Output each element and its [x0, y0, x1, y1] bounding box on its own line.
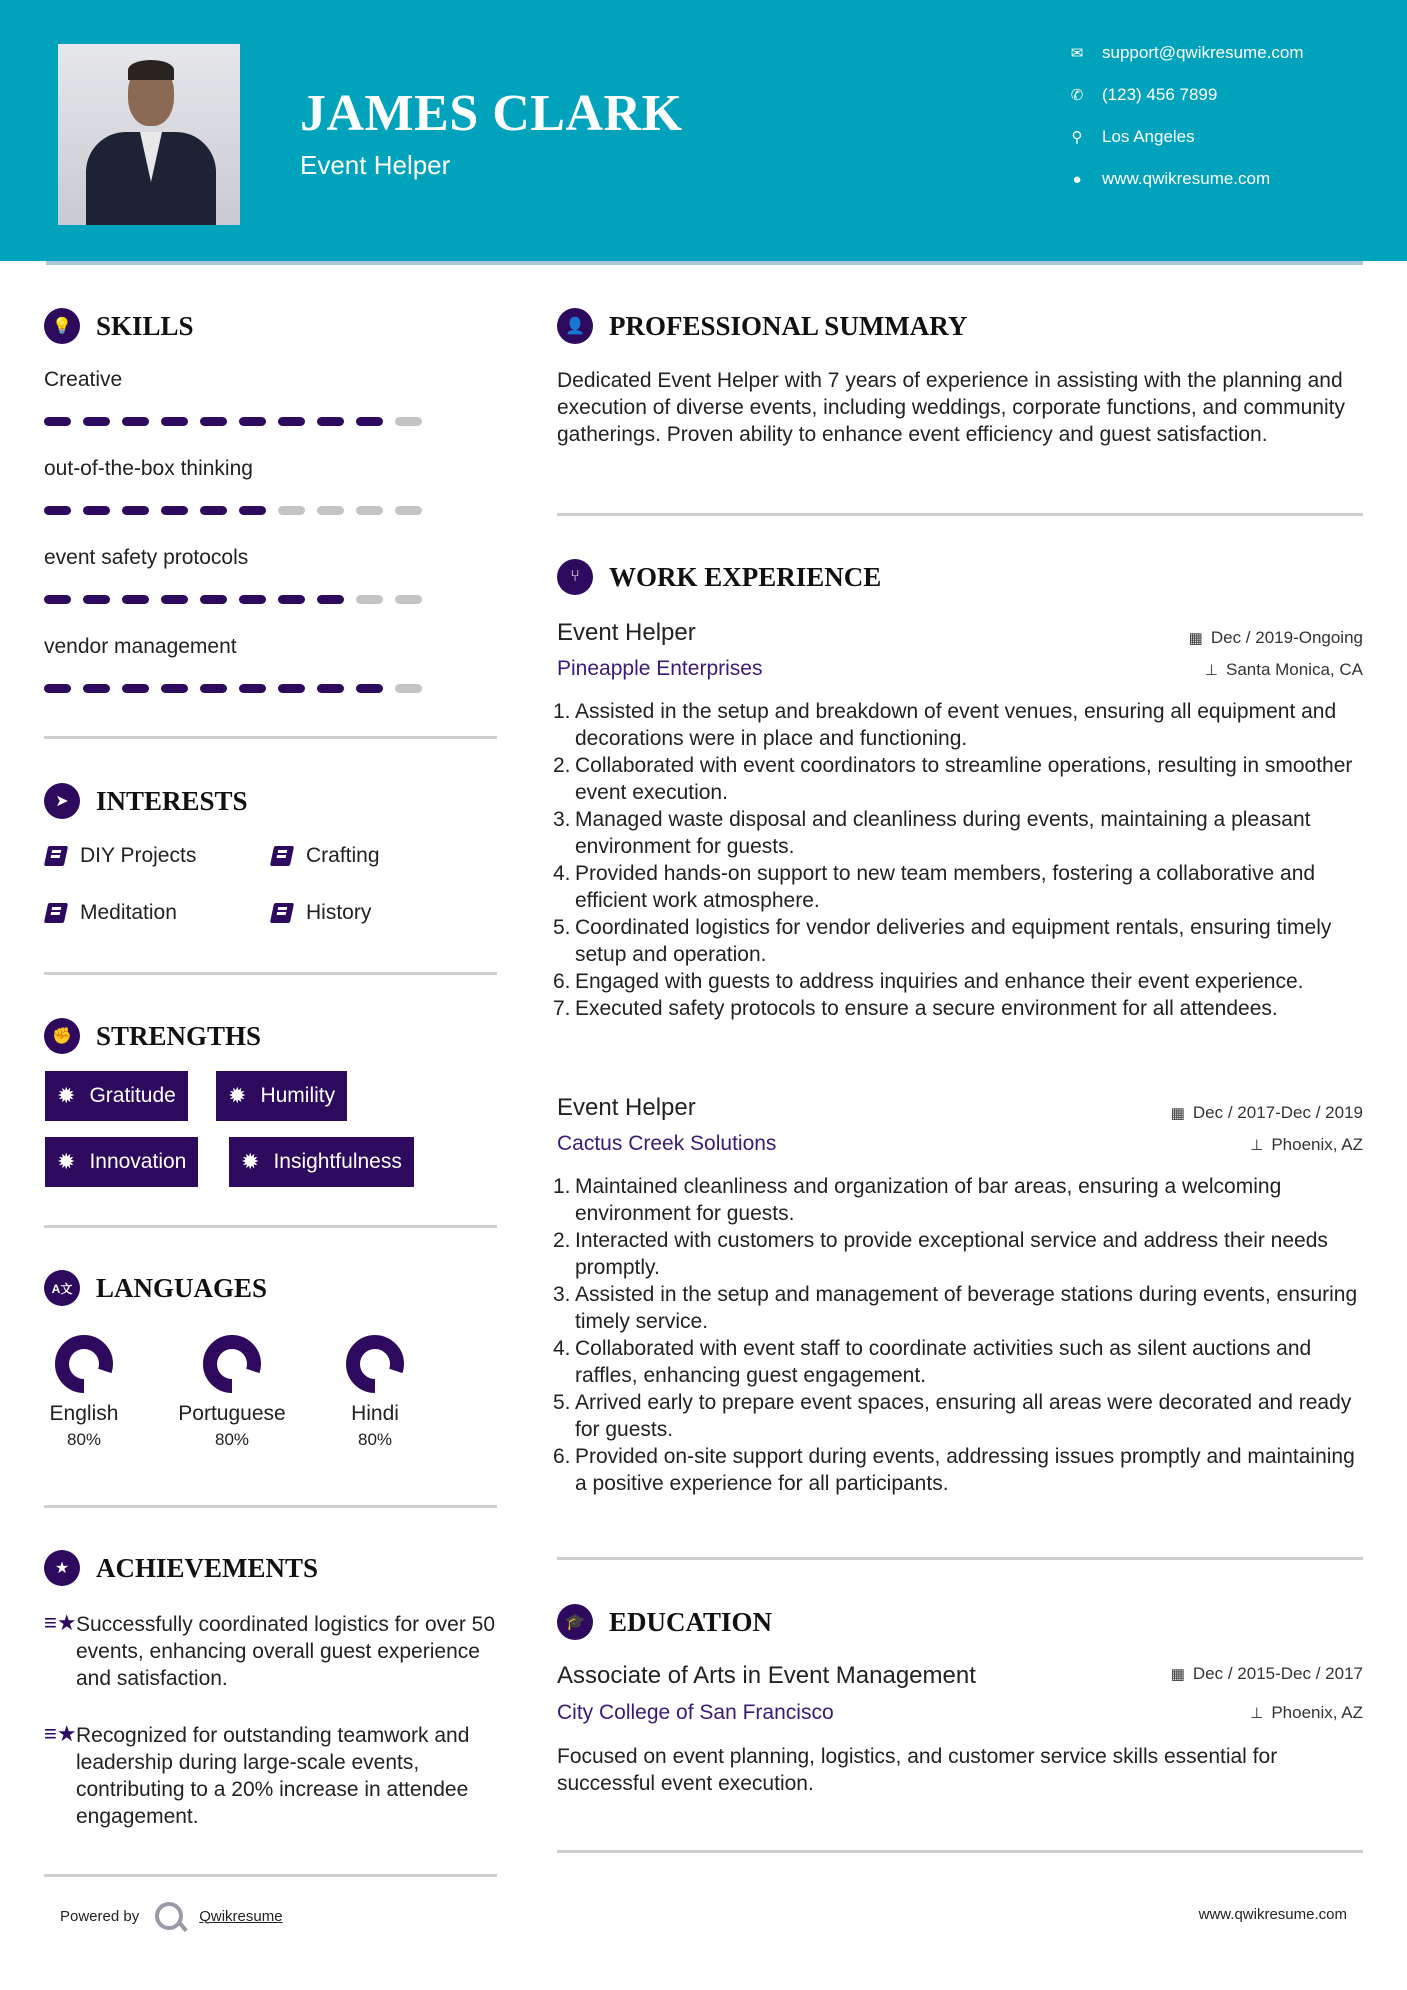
job-bullet [553, 752, 1367, 806]
job-bullets [553, 1173, 1367, 1497]
bullet-number: 1. [553, 1175, 571, 1198]
language-name: Portuguese [178, 1402, 286, 1425]
skill-dash [83, 684, 110, 693]
language-donut [345, 1334, 405, 1394]
job-bullet [553, 806, 1367, 860]
skill-dash [44, 595, 71, 604]
strength-badge: ✹ Gratitude [45, 1071, 188, 1121]
bullet-text: Provided hands-on support to new team members, fostering a collaborative and efficient work atmosphere. [575, 862, 1316, 912]
bullet-number: 6. [553, 1445, 571, 1468]
book-icon [270, 903, 294, 923]
divider [557, 513, 1363, 516]
skill-dash [356, 417, 383, 426]
language-icon: A文 [44, 1270, 80, 1306]
book-icon [44, 903, 68, 923]
shooting-star-icon: ≡★ [44, 1610, 77, 1635]
bullet-number: 5. [553, 1391, 571, 1414]
job-date: ▦ Dec / 2019-Ongoing [1188, 628, 1363, 647]
skill-dash [44, 417, 71, 426]
skill-dash [395, 595, 422, 604]
skill-label: vendor management [44, 635, 237, 658]
interests-heading: ➤ INTERESTS [44, 783, 248, 819]
contact-location: ⚲ Los Angeles [1066, 127, 1195, 147]
job-bullet [553, 1227, 1367, 1281]
divider [44, 1874, 497, 1877]
bullet-text: Assisted in the setup and management of beverage stations during events, ensuring timely service. [575, 1283, 1358, 1333]
pin-icon: ⊥ [1250, 1137, 1264, 1154]
language-item [305, 1334, 445, 1450]
divider [44, 972, 497, 975]
achievements-heading: ★ ACHIEVEMENTS [44, 1550, 318, 1586]
school-name[interactable]: City College of San Francisco [557, 1701, 834, 1724]
skill-dash [200, 684, 227, 693]
calendar-icon: ▦ [1170, 1105, 1185, 1122]
calendar-icon: ▦ [1188, 630, 1203, 647]
bullet-number: 3. [553, 808, 571, 831]
skill-dash [317, 506, 344, 515]
job-bullets [553, 698, 1367, 1022]
language-percent: 80% [66, 1430, 102, 1449]
job-bullet [553, 914, 1367, 968]
strengths-heading: ✊ STRENGTHS [44, 1018, 261, 1054]
bullet-text: Engaged with guests to address inquiries and enhance their event experience. [575, 970, 1304, 993]
interest-item: History [272, 901, 371, 925]
phone-icon: ✆ [1070, 87, 1084, 104]
badge-icon: ✹ [241, 1149, 260, 1174]
envelope-icon: ✉ [1070, 45, 1084, 62]
skill-dash [317, 417, 344, 426]
job-location: ⊥ Santa Monica, CA [1204, 660, 1363, 679]
skill-dash [122, 417, 149, 426]
pin-icon: ⊥ [1250, 1705, 1264, 1722]
bullet-text: Interacted with customers to provide exceptional service and address their needs promptly. [575, 1229, 1328, 1279]
bullet-number: 4. [553, 862, 571, 885]
bullet-text: Assisted in the setup and breakdown of event venues, ensuring all equipment and decorations were in place and functioning. [575, 700, 1337, 750]
contact-phone: ✆ (123) 456 7899 [1066, 85, 1217, 105]
bullet-text: Maintained cleanliness and organization of bar areas, ensuring a welcoming environment for guests. [575, 1175, 1282, 1225]
divider [44, 736, 497, 739]
education-heading: 🎓 EDUCATION [557, 1604, 772, 1640]
job-bullet [553, 1443, 1367, 1497]
user-icon: 👤 [557, 308, 593, 344]
skill-label: Creative [44, 368, 123, 391]
lightbulb-icon: 💡 [44, 308, 80, 344]
skill-dash [161, 684, 188, 693]
skill-level-bar [44, 684, 422, 693]
skill-dash [122, 595, 149, 604]
bullet-number: 3. [553, 1283, 571, 1306]
pin-icon: ⊥ [1204, 662, 1218, 679]
profile-photo [58, 44, 240, 225]
company-name[interactable]: Pineapple Enterprises [557, 657, 763, 680]
candidate-name: JAMES CLARK [300, 85, 683, 142]
contact-website[interactable]: ● www.qwikresume.com [1066, 169, 1270, 189]
bullet-number: 1. [553, 700, 571, 723]
job-bullet [553, 1173, 1367, 1227]
language-donut [54, 1334, 114, 1394]
degree: Associate of Arts in Event Management [557, 1662, 976, 1689]
skill-dash [83, 506, 110, 515]
education-date: ▦ Dec / 2015-Dec / 2017 [1170, 1664, 1363, 1683]
job-bullet [553, 1335, 1367, 1389]
job-location: ⊥ Phoenix, AZ [1250, 1135, 1363, 1154]
divider [44, 1505, 497, 1508]
strength-badge: ✹ Innovation [45, 1137, 198, 1187]
candidate-title: Event Helper [300, 150, 451, 180]
book-icon [44, 846, 68, 866]
skills-heading: 💡 SKILLS [44, 308, 194, 344]
bullet-number: 6. [553, 970, 571, 993]
skill-dash [356, 684, 383, 693]
bullet-number: 7. [553, 997, 571, 1020]
badge-icon: ✹ [228, 1083, 247, 1108]
skill-dash [395, 684, 422, 693]
strength-badge: ✹ Humility [216, 1071, 347, 1121]
language-name: English [49, 1402, 119, 1425]
graduate-icon: 🎓 [557, 1604, 593, 1640]
book-icon [270, 846, 294, 866]
skill-dash [239, 417, 266, 426]
skill-dash [83, 417, 110, 426]
strength-badge: ✹ Insightfulness [229, 1137, 414, 1187]
skill-dash [161, 417, 188, 426]
job-title: Event Helper [557, 619, 696, 646]
footer-website[interactable]: www.qwikresume.com [1198, 1906, 1347, 1923]
language-name: Hindi [351, 1402, 399, 1425]
job-title: Event Helper [557, 1094, 696, 1121]
summary-text: Dedicated Event Helper with 7 years of experience in assisting with the planning and execution of diverse events, including weddings, corporate functions, and community gatherings. Proven ability to enhance event efficiency and guest satisfaction. [557, 369, 1345, 446]
shooting-star-icon: ≡★ [44, 1721, 77, 1746]
skill-dash [83, 595, 110, 604]
skill-dash [278, 684, 305, 693]
skill-dash [161, 506, 188, 515]
experience-heading: ⑂ WORK EXPERIENCE [557, 559, 881, 595]
chair-icon: ⑂ [557, 559, 593, 595]
qwikresume-link[interactable]: Qwikresume [199, 1907, 283, 1925]
bullet-number: 5. [553, 916, 571, 939]
languages-heading: A文 LANGUAGES [44, 1270, 267, 1306]
bullet-text: Collaborated with event staff to coordinate activities such as silent auctions and raffles, enhancing guest engagement. [575, 1337, 1312, 1387]
job-bullet [553, 1281, 1367, 1335]
job-bullet [553, 860, 1367, 914]
skill-dash [395, 506, 422, 515]
divider [557, 1850, 1363, 1853]
qwikresume-logo-icon [155, 1902, 183, 1930]
skill-dash [278, 417, 305, 426]
skill-dash [278, 595, 305, 604]
bullet-number: 4. [553, 1337, 571, 1360]
skill-dash [200, 506, 227, 515]
skill-dash [239, 684, 266, 693]
job-date: ▦ Dec / 2017-Dec / 2019 [1170, 1103, 1363, 1122]
skill-level-bar [44, 506, 422, 515]
bullet-text: Executed safety protocols to ensure a secure environment for all attendees. [575, 997, 1278, 1020]
skill-dash [200, 595, 227, 604]
divider [44, 1225, 497, 1228]
language-item [14, 1334, 154, 1450]
bullet-text: Coordinated logistics for vendor deliveries and equipment rentals, ensuring timely setup and operation. [575, 916, 1332, 966]
skill-dash [395, 417, 422, 426]
bullet-text: Managed waste disposal and cleanliness during events, maintaining a pleasant environment for guests. [575, 808, 1311, 858]
skill-dash [278, 506, 305, 515]
contact-email[interactable]: ✉ support@qwikresume.com [1066, 43, 1304, 63]
fist-icon: ✊ [44, 1018, 80, 1054]
badge-icon: ✹ [57, 1083, 76, 1108]
skill-dash [44, 684, 71, 693]
skill-label: out-of-the-box thinking [44, 457, 253, 480]
skill-dash [200, 417, 227, 426]
education-location: ⊥ Phoenix, AZ [1250, 1703, 1363, 1722]
skill-dash [44, 506, 71, 515]
bullet-number: 2. [553, 1229, 571, 1252]
skill-dash [239, 506, 266, 515]
footer-powered: Powered by Qwikresume [60, 1902, 283, 1930]
achievement-item: ≡★ Successfully coordinated logistics for over 50 events, enhancing overall guest experience and satisfaction. [44, 1610, 496, 1690]
summary-heading: 👤 PROFESSIONAL SUMMARY [557, 308, 967, 344]
map-pin-icon: ⚲ [1071, 129, 1083, 146]
company-name[interactable]: Cactus Creek Solutions [557, 1132, 777, 1155]
skill-dash [317, 684, 344, 693]
language-percent: 80% [214, 1430, 250, 1449]
interest-item: Crafting [272, 844, 380, 868]
globe-icon: ● [1072, 170, 1082, 188]
bullet-text: Arrived early to prepare event spaces, ensuring all areas were decorated and ready for guests. [575, 1391, 1352, 1441]
job-bullet [553, 968, 1367, 995]
interest-item: DIY Projects [46, 844, 196, 868]
skill-dash [122, 506, 149, 515]
language-percent: 80% [357, 1430, 393, 1449]
bullet-text: Provided on-site support during events, addressing issues promptly and maintaining a positive experience for all participants. [575, 1445, 1355, 1495]
skill-level-bar [44, 595, 422, 604]
star-icon: ★ [44, 1550, 80, 1586]
header [0, 0, 1407, 261]
skill-dash [239, 595, 266, 604]
paper-plane-icon: ➤ [44, 783, 80, 819]
education-text: Focused on event planning, logistics, and customer service skills essential for successful event execution. [557, 1745, 1278, 1795]
skill-dash [122, 684, 149, 693]
skill-dash [161, 595, 188, 604]
skill-level-bar [44, 417, 422, 426]
job-bullet [553, 698, 1367, 752]
header-divider [46, 261, 1363, 265]
job-bullet [553, 1389, 1367, 1443]
bullet-text: Collaborated with event coordinators to streamline operations, resulting in smoother event execution. [575, 754, 1353, 804]
job-bullet [553, 995, 1367, 1022]
skill-dash [317, 595, 344, 604]
skill-dash [356, 595, 383, 604]
language-item [162, 1334, 302, 1450]
language-donut [202, 1334, 262, 1394]
bullet-number: 2. [553, 754, 571, 777]
divider [557, 1557, 1363, 1560]
badge-icon: ✹ [57, 1149, 76, 1174]
skill-dash [356, 506, 383, 515]
skill-label: event safety protocols [44, 546, 249, 569]
achievement-item: ≡★ Recognized for outstanding teamwork and leadership during large-scale events, contributing to a 20% increase in attendee engagement. [44, 1721, 470, 1828]
interest-item: Meditation [46, 901, 177, 925]
calendar-icon: ▦ [1170, 1666, 1185, 1683]
